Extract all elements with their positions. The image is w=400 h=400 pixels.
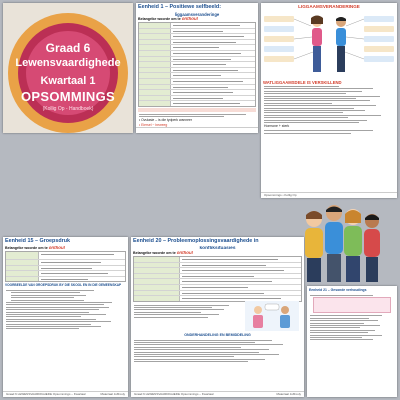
- unit1b-footer: [261, 192, 397, 198]
- unit20-heading: Eenheid 20 – Probleemoplossingsvaardighede in: [133, 238, 259, 244]
- text-line: [264, 112, 343, 113]
- text-line: [139, 116, 224, 117]
- text-line: [310, 320, 378, 321]
- unit1-line-eiersel: • Eiersel ~ beweeg: [139, 122, 168, 127]
- unit15-examples-heading: VOORBEELDE VAN GROEPSDRUK BY DIE SKOOL EN IN DIE GEMEENSKAP: [5, 283, 122, 288]
- text-line: [134, 359, 265, 360]
- table-row: [6, 252, 125, 260]
- text-line: [264, 86, 339, 87]
- unit1-page: [136, 3, 258, 133]
- words-label-emph: onthou!: [176, 250, 194, 255]
- text-line: [134, 352, 259, 353]
- unit15-footer: [3, 391, 128, 397]
- text-line: [134, 312, 201, 313]
- boy-figure-icon: [336, 17, 346, 72]
- text-line: [11, 297, 74, 298]
- table-row: [6, 277, 125, 282]
- unit15-words-label: [3, 246, 128, 251]
- conflict-illustration: [245, 301, 299, 331]
- unit20-page: [131, 237, 304, 397]
- unit1b-heading: LIGGAAMSVERANDERINGE: [298, 4, 360, 9]
- text-line: [310, 323, 364, 324]
- text-line: [11, 300, 84, 301]
- text-line: [134, 309, 224, 310]
- text-line: [134, 347, 241, 348]
- text-line: [11, 295, 86, 296]
- footer-right: Materiaal Juffrouly: [276, 392, 301, 396]
- text-line: [134, 356, 234, 357]
- unit1b-section-heading: WATLIGGAAMSDELE IS VERSKILLEND: [263, 79, 342, 85]
- text-line: [264, 98, 356, 99]
- body-diagram: [261, 12, 397, 80]
- footer-left: Graad 6 LEWENSVAARDIGHEDE Opsommings – Kwartaal: [134, 392, 214, 396]
- unit1-red-banner: [138, 108, 256, 112]
- label-box: [264, 36, 294, 42]
- text-line: [264, 88, 373, 89]
- text-line: [6, 302, 112, 303]
- cover-subtitle: (Kollig Op - Handboek): [42, 106, 94, 112]
- text-line: [134, 342, 255, 343]
- unit1-words-label: [136, 17, 258, 22]
- label-box: [364, 16, 394, 22]
- unit20-footer: [131, 391, 304, 397]
- unit20-section-heading: ONDERHANDELING EN BEMIDDELING: [184, 333, 251, 337]
- text-line: [134, 307, 212, 308]
- unit20-left-text: [131, 303, 243, 319]
- unit1-footer: [136, 127, 258, 133]
- kid-figure-icon: [344, 209, 362, 282]
- text-line: [264, 105, 376, 106]
- footer-left: Graad 6 LEWENSVAARDIGHEDE Opsommings – Kwartaal: [6, 392, 86, 396]
- text-line: [264, 133, 351, 134]
- kid-figure-icon: [305, 211, 323, 282]
- label-box: [264, 46, 294, 52]
- unit20-lower: [131, 333, 304, 364]
- text-line: [134, 340, 272, 341]
- text-line: [6, 314, 106, 315]
- text-line: [310, 335, 382, 336]
- label-box: [264, 56, 294, 62]
- text-line: [134, 349, 269, 350]
- text-line: [6, 304, 104, 305]
- label-box: [364, 36, 394, 42]
- text-line: [310, 315, 382, 316]
- text-line: [310, 295, 373, 296]
- words-label-text: Belangrike woorde om te: [5, 245, 48, 250]
- text-line: [11, 292, 80, 293]
- cover-term: Kwartaal 1: [40, 75, 96, 87]
- text-line: [6, 307, 109, 308]
- unit15-vocab-table: [5, 251, 126, 282]
- label-box: [264, 16, 294, 22]
- text-line: [310, 327, 360, 328]
- unit20-vocab-table: [133, 256, 302, 302]
- text-line: [6, 319, 96, 320]
- text-line: [264, 115, 381, 116]
- words-label-emph: onthou!: [181, 16, 199, 21]
- label-box: [264, 26, 294, 32]
- group-of-kids-illustration: [300, 199, 384, 287]
- unit1-heading: Eenheid 1 – Positiewe selfbeeld:: [138, 4, 221, 10]
- unit1-subheading: liggaamsveranderinge: [174, 11, 220, 17]
- unit15-page: [3, 237, 128, 397]
- cover-subject: Lewensvaardighede: [15, 57, 121, 69]
- text-line: [134, 305, 229, 306]
- text-line: [264, 93, 346, 94]
- text-line: [134, 354, 279, 355]
- text-line: [134, 317, 208, 318]
- kid-figure-icon: [325, 205, 343, 282]
- text-line: [6, 312, 89, 313]
- cover-page: [3, 3, 133, 133]
- footer-right: Materiaal Juffrouly: [100, 392, 125, 396]
- text-line: [134, 314, 219, 315]
- text-line: [139, 114, 246, 115]
- text-line: [6, 290, 94, 291]
- unit21-sticky-note: [313, 297, 391, 313]
- text-line: [264, 117, 348, 118]
- text-line: [310, 337, 362, 338]
- text-line: [6, 324, 91, 325]
- text-line: [6, 316, 81, 317]
- unit20-words-label: [131, 251, 304, 256]
- unit1-vocab-table: [138, 22, 256, 107]
- label-box: [364, 56, 394, 62]
- text-line: [310, 330, 375, 331]
- words-label-text: Belangrike woorde om te: [133, 250, 176, 255]
- text-line: [134, 361, 248, 362]
- unit21-heading: Eenheid 21 – Gesonde verhoudings: [309, 288, 367, 292]
- text-line: [264, 91, 362, 92]
- label-box: [364, 26, 394, 32]
- text-line: [264, 103, 332, 104]
- label-box: [364, 46, 394, 52]
- unit15-heading: Eenheid 15 – Groepsdruk: [5, 238, 71, 244]
- text-line: [6, 326, 101, 327]
- text-line: [264, 110, 365, 111]
- unit1b-page: [261, 3, 397, 198]
- text-line: [264, 100, 370, 101]
- text-line: [6, 321, 111, 322]
- kid-figure-icon: [364, 214, 380, 282]
- text-line: [264, 96, 380, 97]
- words-label-emph: onthou!: [48, 245, 66, 250]
- text-line: [264, 122, 359, 123]
- text-line: [310, 318, 369, 319]
- words-label-text: Belangrike woorde om te: [138, 16, 181, 21]
- unit20-heading2: konfliksituasies: [199, 245, 236, 251]
- girl-figure-icon: [311, 15, 323, 72]
- text-line: [310, 332, 368, 333]
- text-line: [310, 325, 380, 326]
- unit1b-line-hormones: Hormone + sterk: [264, 124, 290, 129]
- footer-left: Opsommings • Kollig Op: [264, 193, 297, 197]
- table-row: [139, 101, 255, 106]
- text-line: [264, 130, 373, 131]
- text-line: [310, 339, 373, 340]
- text-line: [134, 344, 283, 345]
- text-line: [264, 108, 354, 109]
- unit21-page: [307, 286, 397, 397]
- unit1-line-ovulasie: • Ovulasie – is die tydperk wanneer: [139, 118, 193, 123]
- cover-grade: Graad 6: [45, 41, 91, 55]
- cover-title: OPSOMMINGS: [20, 89, 115, 104]
- text-line: [6, 328, 79, 329]
- text-line: [264, 120, 367, 121]
- text-line: [6, 309, 99, 310]
